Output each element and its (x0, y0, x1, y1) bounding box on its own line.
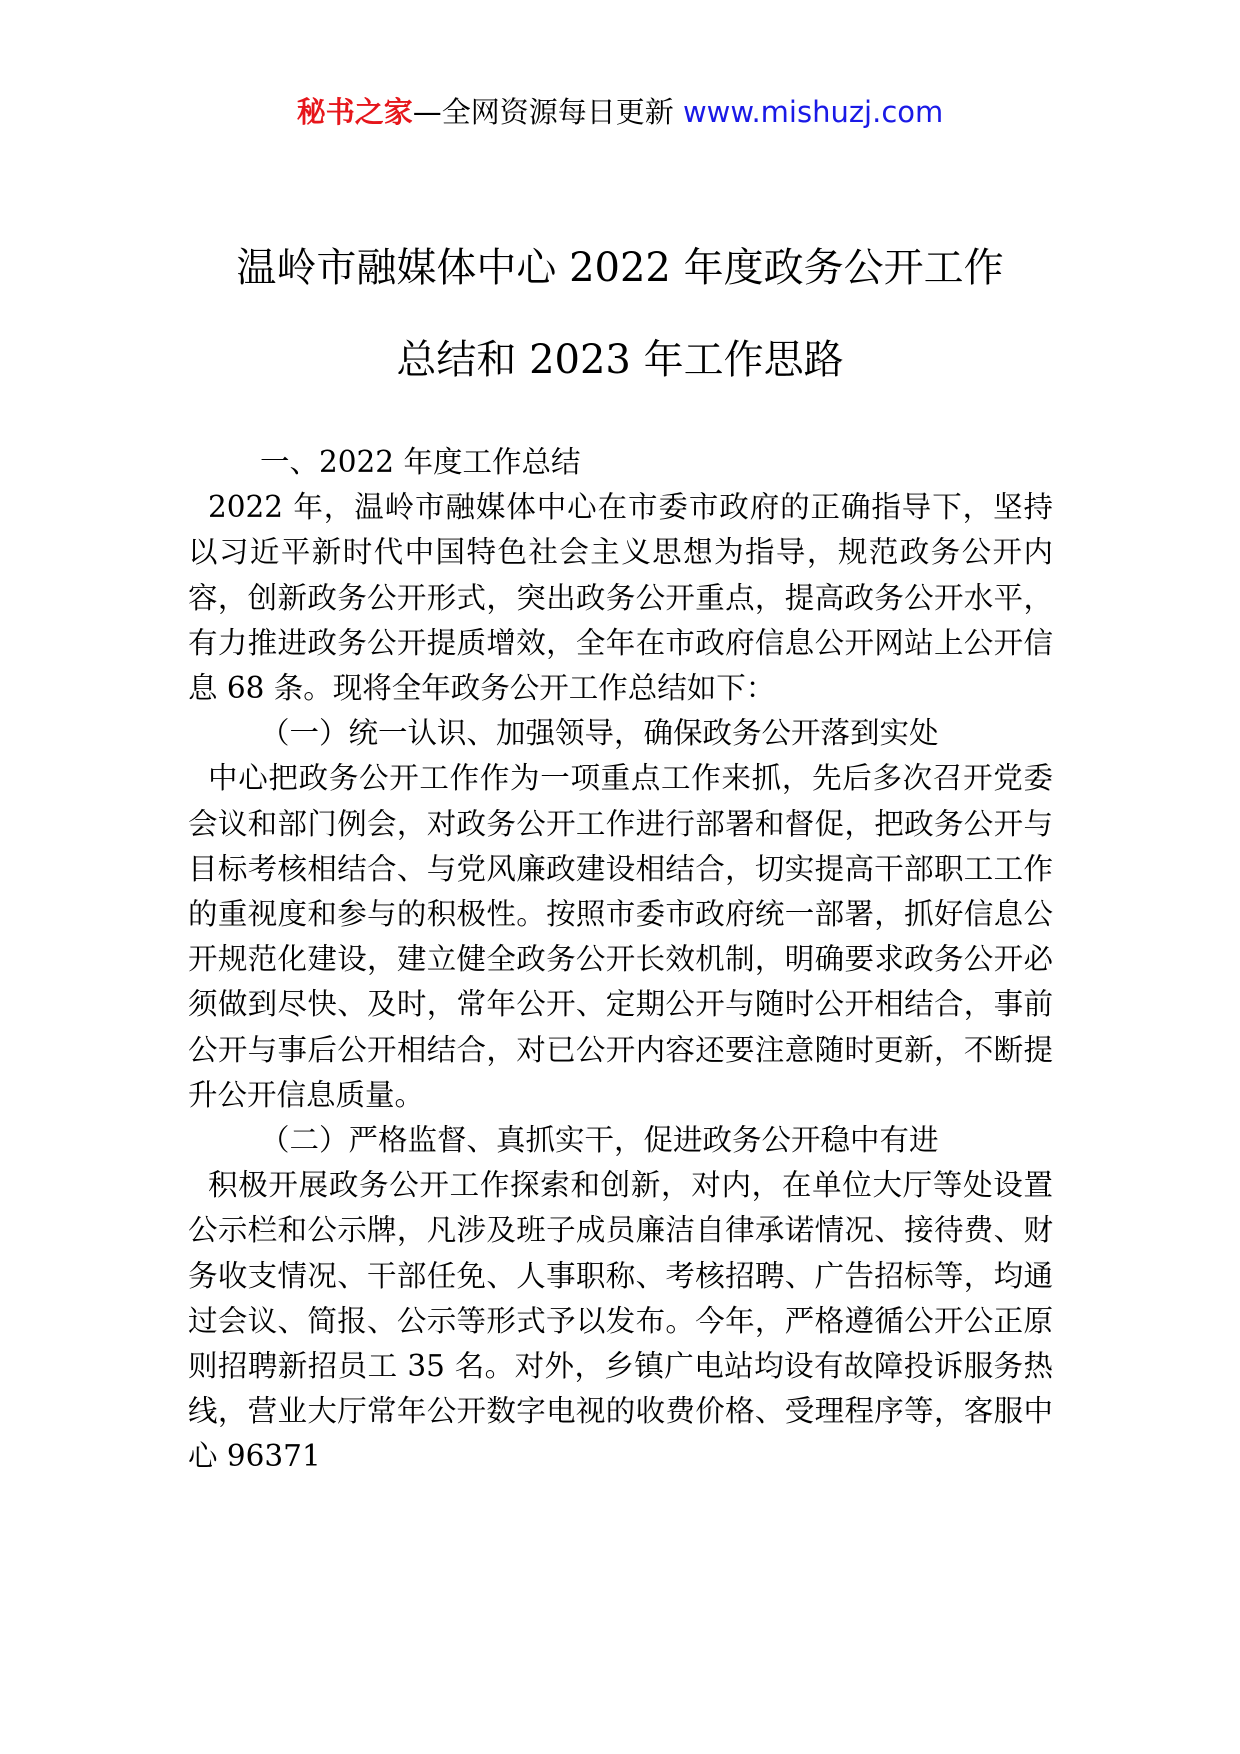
site-tagline: —全网资源每日更新 (412, 95, 683, 129)
site-url-link[interactable]: www.mishuzj.com (682, 95, 944, 129)
document-body (188, 440, 1053, 1480)
site-brand: 秘书之家 (296, 95, 413, 129)
paragraph: 中心把政务公开工作作为一项重点工作来抓，先后多次召开党委会议和部门例会，对政务公开工作进行部署和督促，把政务公开与目标考核相结合、与党风廉政建设相结合，切实提高干部职工工作的重视度和参与的积极性。按照市委市政府统一部署，抓好信息公开规范化建设，建立健全政务公开长效机制，明确要求政务公开必须做到尽快、及时，常年公开、定期公开与随时公开相结合，事前公开与事后公开相结合，对已公开内容还要注意随时更新，不断提升公开信息质量。 (188, 761, 1053, 1112)
subsection-heading: （一）统一认识、加强领导，确保政务公开落到实处 (260, 716, 939, 751)
site-header (0, 92, 1240, 132)
document-title-line-2: 总结和 2023 年工作思路 (396, 337, 844, 383)
document-title (150, 222, 1090, 406)
subsection-heading: （二）严格监督、真抓实干，促进政务公开稳中有进 (260, 1123, 939, 1158)
paragraph: 积极开展政务公开工作探索和创新，对内，在单位大厅等处设置公示栏和公示牌，凡涉及班子成员廉洁自律承诺情况、接待费、财务收支情况、干部任免、人事职称、考核招聘、广告招标等，均通过会议、简报、公示等形式予以发布。今年，严格遵循公开公正原则招聘新招员工 35 名。对外，乡镇广电站均设有故障投诉服务热线，营业大厅常年公开数字电视的收费价格、受理程序等，客服中心 96371 (188, 1168, 1053, 1474)
section-heading: 一、2022 年度工作总结 (260, 445, 581, 479)
document-title-line-1: 温岭市融媒体中心 2022 年度政务公开工作 (236, 245, 1004, 291)
paragraph: 2022 年，温岭市融媒体中心在市委市政府的正确指导下，坚持以习近平新时代中国特色社会主义思想为指导，规范政务公开内容，创新政务公开形式，突出政务公开重点，提高政务公开水平，有力推进政务公开提质增效，全年在市政府信息公开网站上公开信息 68 条。现将全年政务公开工作总结如下： (188, 490, 1053, 706)
